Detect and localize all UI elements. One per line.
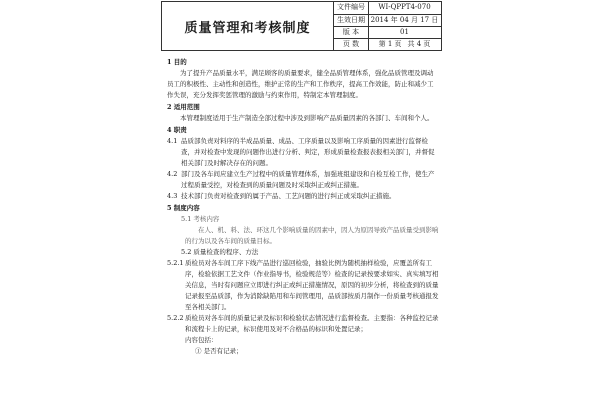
meta-value	[368, 39, 441, 51]
item-text: 部门及各车间应建立生产过程中的质量管理体系，加强班组建设和自检互检工作，使生产过程质量受控，对检查到的质量问题及时采取纠正或纠正措施。	[181, 170, 435, 189]
section-heading: 4 职责	[167, 126, 187, 134]
section-heading: 2 适用范围	[167, 103, 200, 111]
item-text: 品质部负责对料序的半成品质量、成品、工序质量以及影响工序质量的因素进行监督检查，并对检查中发现的问题作出进行分析、判定，形成质量检查报表报相关部门，并督促相关部门及时解决存在的问题。	[181, 137, 435, 167]
item-text: 质检员对各车间工序下线产品进行巡回检验，抽验比例为随机抽样检验，应覆盖所有工序，检验依据工艺文件（作业指导书，检验规范等）检查的记录按要求如实、真实填写相关信息，当时有问题应立即进行纠正或纠正措施情况，原因的初步分析，将检查到的质量记录报至品质部，作为消除缺陷用和车间管理用，品质部按质月制作一份质量考核通报发至各相关部门。	[185, 259, 439, 311]
numbered-item	[167, 136, 439, 169]
document-title: 质量管理和考核制度	[162, 2, 334, 50]
meta-label: 文件编号	[334, 2, 369, 14]
numbered-item	[167, 169, 439, 191]
item-text: 技术部门负责对检查到的属于产品、工艺问题的进行纠正或采取纠正措施。	[181, 192, 396, 200]
subsection-heading: 5.1 考核内容	[181, 215, 220, 223]
section-heading: 1 目的	[167, 58, 187, 66]
item-text: 质检员对各车间的质量记录及标识和检验状态情况进行监督检查。主要指：各种监控记录和流程卡上的记录，标识使用及对不合格品的标识和处置记录；	[185, 314, 439, 333]
document-page	[161, 0, 443, 400]
meta-row-file-number	[334, 2, 441, 14]
paragraph: 在人、机、料、法、环这几个影响质量的因素中，因人为原因导致产品质量受到影响的行为以及各车间的质量目标。	[185, 226, 439, 245]
item-number: 4.1	[167, 137, 178, 145]
item-number: 5.2.2	[167, 314, 184, 322]
meta-label: 版 本	[334, 27, 369, 39]
content-label: 内容包括：	[185, 336, 218, 344]
meta-value: 2014 年 04 月 17 日	[370, 16, 439, 24]
item-number: 5.2.1	[167, 259, 184, 267]
meta-label: 生效日期	[334, 15, 369, 27]
paragraph: 为了提升产品质量水平，满足顾客的质量要求，健全品质管理体系，强化品质管理及调动员工的积极性、主动性和创造性，维护正常的生产和工作秩序，提高工作效能，防止和减少工作失误，充分发挥奖惩管理的激励与约束作用，特制定本管理制度。	[167, 69, 434, 99]
numbered-item	[167, 313, 439, 335]
section-heading: 5 制度内容	[167, 204, 200, 212]
item-number: 4.3	[167, 192, 178, 200]
meta-row-pages	[334, 38, 441, 51]
page-total: 共 4 页	[407, 40, 431, 48]
subsection-heading: 5.2 质量检查的程序、方法	[181, 248, 259, 256]
item-number: 4.2	[167, 170, 178, 178]
document-body	[167, 56, 439, 357]
document-header-table	[161, 1, 442, 51]
paragraph: 本管理制度适用于生产制造全部过程中涉及到影响产品质量因素的各部门、车间和个人。	[180, 114, 434, 122]
numbered-item	[167, 191, 439, 202]
meta-value: 01	[400, 28, 409, 36]
page-current: 第 1 页	[378, 40, 402, 48]
meta-value: WI-QPPT4-070	[378, 3, 431, 11]
numbered-item	[167, 258, 439, 313]
list-item: ① 是否有记录；	[195, 347, 243, 355]
meta-label: 页 数	[334, 39, 369, 51]
